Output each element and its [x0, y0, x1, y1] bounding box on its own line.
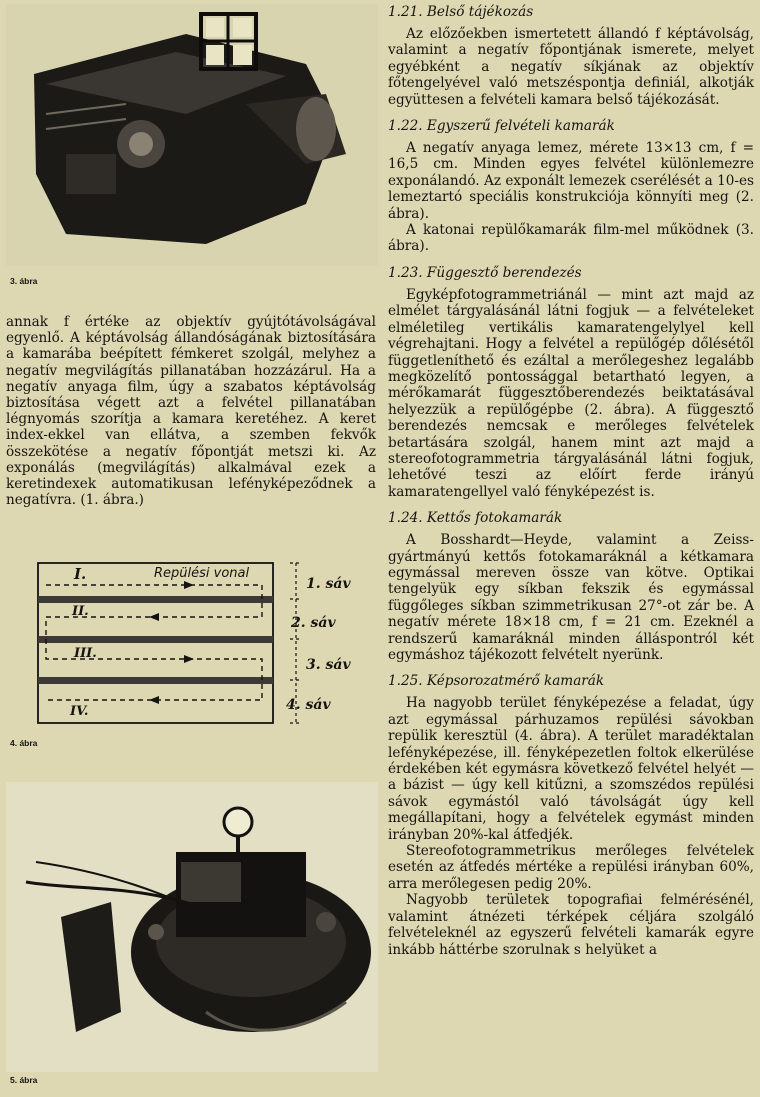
band-label-2: 2. sáv — [291, 615, 336, 631]
section-paragraph: A katonai repülőkamarák film-mel működnek (3. ábra). — [388, 222, 754, 255]
strip-label-2: II. — [72, 604, 89, 619]
right-column — [388, 4, 754, 1097]
figure-5-caption: 5. ábra — [10, 1075, 38, 1085]
band-label-4: 4. sáv — [286, 697, 331, 713]
section-paragraph: Egyképfotogrammetriánál — mint azt majd az elmélet tárgyalásánál látni fogjuk — a felvételeket elméletileg vertikális kamaratengelylyel kell végrehajtani. Hogy a felvétel a repülőgép dőlésétől függetleníthető és ezáltal a merőlegeshez legalább megközelítő pontossággal betartható legyen, a mérőkamarát függesztőberendezés beiktatásával helyezzük a repülőgépbe (2. ábra). A függesztő berendezés nemcsak e merőleges felvételek betartására szolgál, hanem mint azt majd a stereofotogrammetria tárgyalásánál látni fogjuk, lehetővé teszi az előírt ferde irányú kamaratengellyel való fényképezést is. — [388, 286, 754, 500]
section-heading: 1.25. Képsorozatmérő kamarák — [388, 673, 605, 690]
figure-5-photo — [6, 782, 378, 1072]
route-label: Repülési vonal — [154, 566, 250, 581]
strip-label-1: I. — [74, 565, 87, 583]
band-label-3: 3. sáv — [306, 657, 351, 673]
section-heading: 1.22. Egyszerű felvételi kamarák — [388, 118, 615, 135]
section-heading: 1.24. Kettős fotokamarák — [388, 510, 563, 527]
figure-4-caption: 4. ábra — [10, 738, 38, 748]
figure-3-caption: 3. ábra — [10, 276, 38, 286]
band-label-1: 1. sáv — [306, 576, 351, 592]
section-paragraph: Nagyobb területek topografiai felmérésénél, valamint átnézeti térképek céljára szolgáló felvételeknél az egyszerű felvételi kamarák egyre inkább háttérbe szorulnak s helyüket a — [388, 892, 754, 958]
section-heading: 1.23. Függesztő berendezés — [388, 264, 582, 281]
section-paragraph: A negatív anyaga lemez, mérete 13×13 cm, f = 16,5 cm. Minden egyes felvétel különlemezre exponálandó. Az exponált lemezek cserélését a 10-es lemeztartó speciális konstrukciója könnyíti meg (2. ábra). — [388, 140, 754, 222]
figure-4-diagram — [34, 555, 374, 730]
left-column — [4, 0, 380, 1097]
strip-label-3: III. — [74, 646, 97, 661]
figure-3-photo — [6, 4, 378, 266]
strip-label-4: IV. — [70, 704, 89, 719]
left-paragraph: annak f értéke az objektív gyújtótávolságával egyenlő. A képtávolság állandóságának biztosítására a kamarába beépített fémkeret szolgál, melyhez a negatív megvilágítás pillanatában hozzázárul. Ha a negatív anyaga film, úgy a szabatos képtávolság biztosítása végett azt a felvétel pillanatában légnyomás szorítja a kamara keretéhez. A keret index-ekkel van ellátva, a szemben fekvők összekötése a negatív főpontját metszi ki. Az exponálás (megvilágítás) alkalmával ezek a keretindexek automatikusan lefényképeződnek a negatívra. (1. ábra.) — [6, 314, 376, 509]
section-paragraph: Az előzőekben ismertetett állandó f képtávolság, valamint a negatív főpontjának ismerete, melyet egyébként a negatív síkjának az objektív főtengelyével való metszéspontja definiál, alkotják együttesen a felvételi kamara belső tájékozását. — [388, 26, 754, 108]
section-paragraph: A Bosshardt—Heyde, valamint a Zeiss-gyártmányú kettős fotokamaráknál a kétkamara egymással mereven össze van kötve. Optikai tengelyük egy síkban fekszik és egymással függőleges síkban szimmetrikusan 27°-ot zár be. A negatív mérete 18×18 cm, f = 21 cm. Ezeknél a rendszerű kamaráknál minden álláspontról két egymáshoz tájékozott felvételt nyerünk. — [388, 532, 754, 663]
section-paragraph: Ha nagyobb terület fényképezése a feladat, úgy azt egymással párhuzamos repülési sávokban repülik keresztül (4. ábra). A terület maradéktalan lefényképezése, ill. fényképezetlen foltok elkerülése érdekében két egymásra következő felvétel helyét — a bázist — úgy kell kitűzni, a szomszédos repülési sávok egymástól való távolságát úgy kell megállapítani, hogy a felvételek egymást minden irányban 20%-kal átfedjék. — [388, 695, 754, 843]
left-text-block — [6, 314, 376, 508]
section-paragraph: Stereofotogrammetrikus merőleges felvételek esetén az átfedés mértéke a repülési irányban 60%, arra merőlegesen pedig 20%. — [388, 843, 754, 892]
section-heading: 1.21. Belső tájékozás — [388, 4, 534, 20]
